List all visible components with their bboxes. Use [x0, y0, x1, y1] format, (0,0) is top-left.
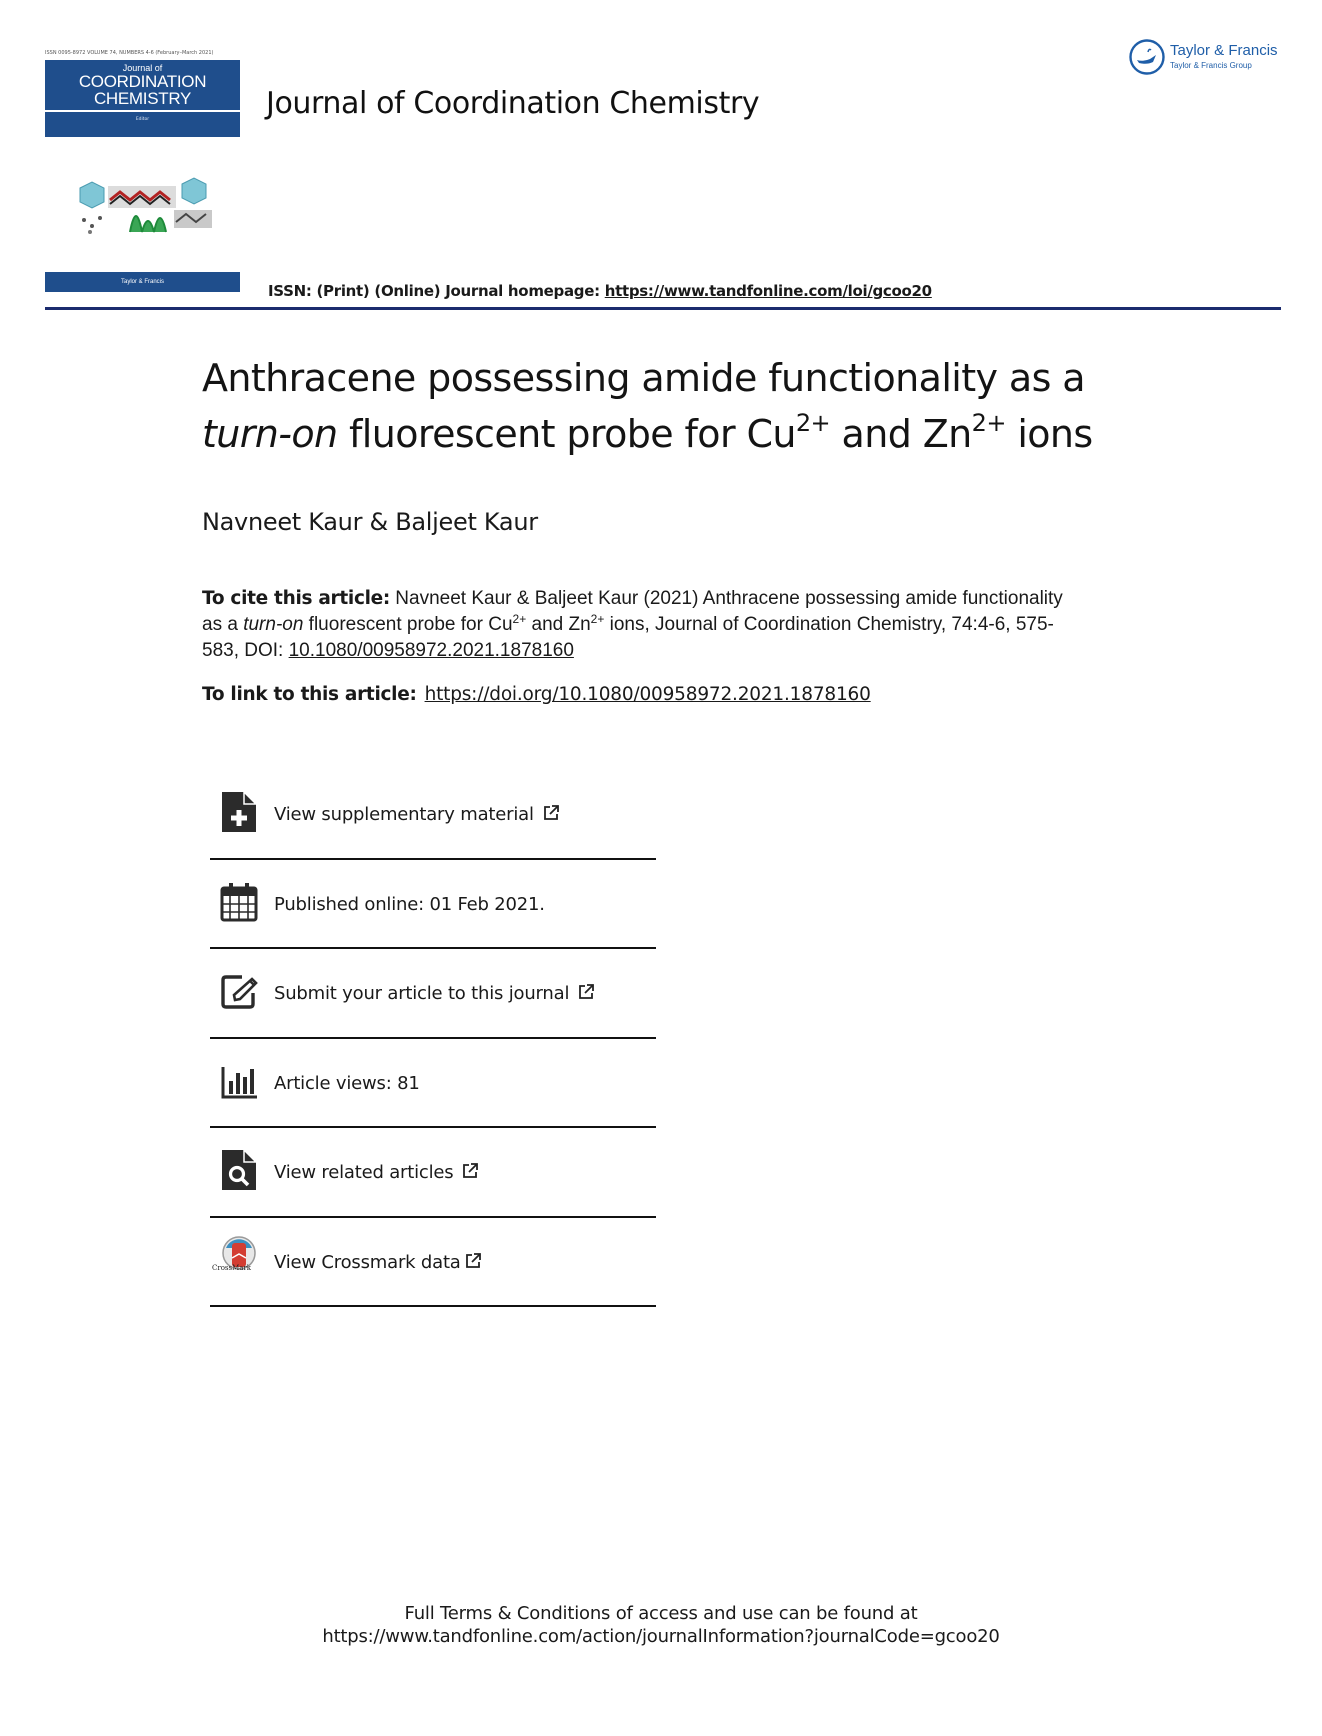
article-views-row [210, 1039, 656, 1129]
submit-article-row[interactable] [210, 949, 656, 1039]
cover-editor-text: Editor [135, 117, 150, 122]
external-link-icon [464, 1252, 482, 1270]
publisher-name: Taylor & Francis [1170, 42, 1278, 59]
related-articles-label: View related articles [274, 1162, 454, 1183]
supplementary-material-link[interactable] [274, 804, 560, 825]
citation-label: To cite this article: [202, 588, 391, 609]
article-doi-url[interactable]: https://doi.org/10.1080/00958972.2021.1878160 [424, 684, 871, 705]
file-search-icon [220, 1148, 258, 1192]
article-authors: Navneet Kaur & Baljeet Kaur [202, 508, 538, 536]
journal-homepage-link[interactable]: https://www.tandfonline.com/loi/gcoo20 [604, 282, 932, 300]
calendar-icon [220, 880, 258, 924]
related-articles-link[interactable] [274, 1162, 479, 1183]
cover-top-line: ISSN 0095-8972 VOLUME 74, NUMBERS 4-6 (February–March 2021) [45, 50, 214, 56]
crossmark-logo-label: CrossMark [212, 1263, 252, 1272]
terms-footer [0, 1602, 1322, 1648]
published-online-row [210, 860, 656, 950]
supplementary-material-row[interactable] [210, 770, 656, 860]
article-title-and: and Zn [830, 412, 972, 456]
published-online-text: Published online: 01 Feb 2021. [274, 893, 545, 915]
citation-sup-cu: 2+ [512, 612, 527, 626]
footer-line1: Full Terms & Conditions of access and use can be found at [404, 1603, 918, 1624]
submit-article-link[interactable] [274, 983, 595, 1004]
edit-icon [220, 969, 258, 1013]
crossmark-link[interactable] [274, 1252, 482, 1273]
cover-artwork-image [70, 170, 220, 250]
cover-editor-band [45, 112, 240, 137]
citation-sup-zn: 2+ [590, 612, 605, 626]
citation-doi-link[interactable]: 10.1080/00958972.2021.1878160 [288, 640, 574, 661]
citation-part4: ions, Journal of Coordination Chemistry, 74:4-6, 575-583, DOI: [202, 614, 1054, 661]
issn-text: ISSN: (Print) (Online) Journal homepage: [268, 282, 605, 300]
external-link-icon [577, 983, 595, 1001]
cover-title-line2: CHEMISTRY [93, 89, 192, 108]
cover-title-band [45, 60, 240, 110]
submit-article-label: Submit your article to this journal [274, 983, 570, 1004]
citation-part1: Navneet Kaur & Baljeet Kaur (2021) Anthracene possessing amide functionality as a [202, 588, 1063, 635]
publisher-group: Taylor & Francis Group [1170, 61, 1252, 70]
supplementary-material-label: View supplementary material [274, 804, 534, 825]
header-divider [45, 307, 1281, 310]
citation-turn-on: turn-on [243, 614, 304, 635]
cover-title-line1: COORDINATION [78, 72, 207, 91]
taylor-francis-lamp-icon [1128, 38, 1166, 76]
citation-block [202, 586, 1082, 664]
article-info-list [210, 770, 656, 1307]
article-title-mid: fluorescent probe for Cu [337, 412, 796, 456]
crossmark-row[interactable] [210, 1218, 656, 1308]
article-views-text: Article views: 81 [274, 1072, 420, 1094]
article-title-turn-on: turn-on [202, 412, 338, 456]
external-link-icon [461, 1162, 479, 1180]
article-title-line1: Anthracene possessing amide functionality as a [202, 356, 1085, 400]
file-plus-icon [220, 790, 258, 834]
link-label: To link to this article: [202, 684, 417, 705]
article-link-line [202, 684, 871, 705]
external-link-icon [542, 804, 560, 822]
cover-journal-of: Journal of [122, 63, 163, 73]
citation-part3: and Zn [526, 614, 591, 635]
related-articles-row[interactable] [210, 1128, 656, 1218]
crossmark-data-label: View Crossmark data [274, 1251, 461, 1273]
article-title-sup-zn: 2+ [971, 409, 1006, 437]
bar-chart-icon [220, 1059, 258, 1103]
cover-footer-band [45, 272, 240, 292]
cover-footer-text: Taylor & Francis [120, 279, 164, 285]
citation-part2: fluorescent probe for Cu [303, 614, 513, 635]
journal-cover-thumbnail [45, 50, 240, 293]
article-title-sup-cu: 2+ [795, 409, 831, 437]
article-title-end: ions [1005, 412, 1093, 456]
footer-terms-url[interactable]: https://www.tandfonline.com/action/journalInformation?journalCode=gcoo20 [322, 1626, 1000, 1647]
journal-title: Journal of Coordination Chemistry [266, 86, 760, 121]
article-title [202, 350, 1102, 462]
publisher-logo[interactable] [1128, 38, 1288, 78]
issn-line [268, 282, 932, 300]
